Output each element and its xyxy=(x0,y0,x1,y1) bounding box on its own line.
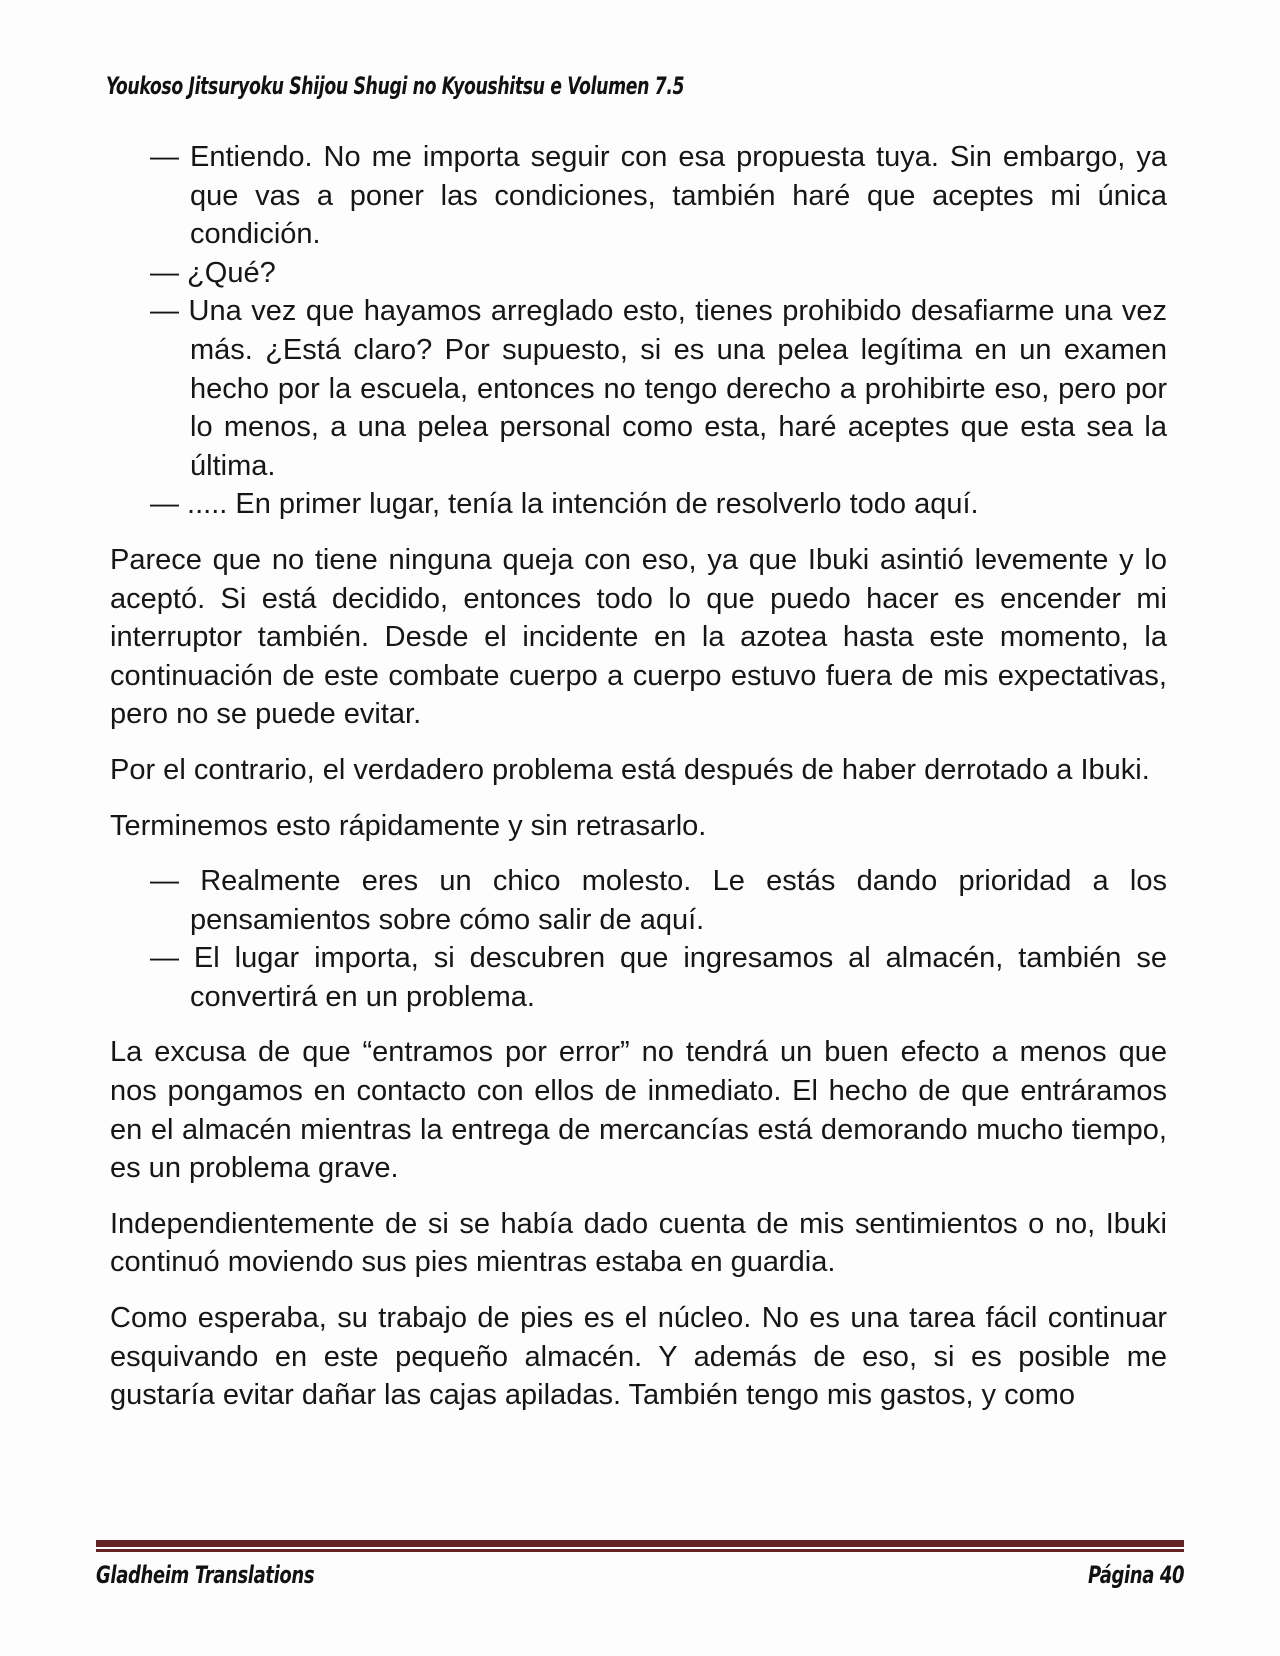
dialogue-line: — Realmente eres un chico molesto. Le estás dando prioridad a los pensamientos sobre cómo salir de aquí. xyxy=(150,865,1167,936)
paragraph: Por el contrario, el verdadero problema está después de haber derrotado a Ibuki. xyxy=(110,753,1150,786)
dialogue-block-1 xyxy=(110,138,1167,524)
dialogue-line: — Una vez que hayamos arreglado esto, tienes prohibido desafiarme una vez más. ¿Está claro? Por supuesto, si es una pelea legítima en un examen hecho por la escuela, entonces no tengo derecho a prohibirte eso, pero por lo menos, a una pelea personal como esta, haré aceptes que esta sea la última. xyxy=(150,295,1167,482)
paragraph: Como esperaba, su trabajo de pies es el núcleo. No es una tarea fácil continuar esquivando en este pequeño almacén. Y además de eso, si es posible me gustaría evitar dañar las cajas apiladas. También tengo mis gastos, y como xyxy=(110,1302,1167,1412)
dialogue-line: — Entiendo. No me importa seguir con esa propuesta tuya. Sin embargo, ya que vas a poner las condiciones, también haré que aceptes mi única condición. xyxy=(150,141,1167,251)
page-footer xyxy=(96,1540,1184,1589)
footer-translator-credit: Gladheim Translations xyxy=(96,1561,315,1589)
dialogue-line: — ..... En primer lugar, tenía la intención de resolverlo todo aquí. xyxy=(150,488,979,521)
page-content xyxy=(110,138,1167,1432)
footer-row xyxy=(96,1561,1184,1589)
paragraph: Parece que no tiene ninguna queja con eso, ya que Ibuki asintió levemente y lo aceptó. Si está decidido, entonces todo lo que puedo hacer es encender mi interruptor también. Desde el incidente en la azotea hasta este momento, la continuación de este combate cuerpo a cuerpo estuvo fuera de mis expectativas, pero no se puede evitar. xyxy=(110,543,1167,731)
dialogue-block-2 xyxy=(110,862,1167,1016)
dialogue-line: — ¿Qué? xyxy=(150,256,276,289)
page-title: Youkoso Jitsuryoku Shijou Shugi no Kyoushitsu e Volumen 7.5 xyxy=(106,72,685,100)
paragraph: Independientemente de si se había dado cuenta de mis sentimientos o no, Ibuki continuó moviendo sus pies mientras estaba en guardia. xyxy=(110,1207,1167,1279)
footer-page-number: Página 40 xyxy=(1087,1561,1184,1589)
footer-rule xyxy=(96,1540,1184,1552)
paragraph: Terminemos esto rápidamente y sin retrasarlo. xyxy=(110,809,707,842)
paragraph: La excusa de que “entramos por error” no tendrá un buen efecto a menos que nos pongamos en contacto con ellos de inmediato. El hecho de que entráramos en el almacén mientras la entrega de mercancías está demorando mucho tiempo, es un problema grave. xyxy=(110,1036,1167,1185)
dialogue-line: — El lugar importa, si descubren que ingresamos al almacén, también se convertirá en un problema. xyxy=(150,942,1167,1013)
